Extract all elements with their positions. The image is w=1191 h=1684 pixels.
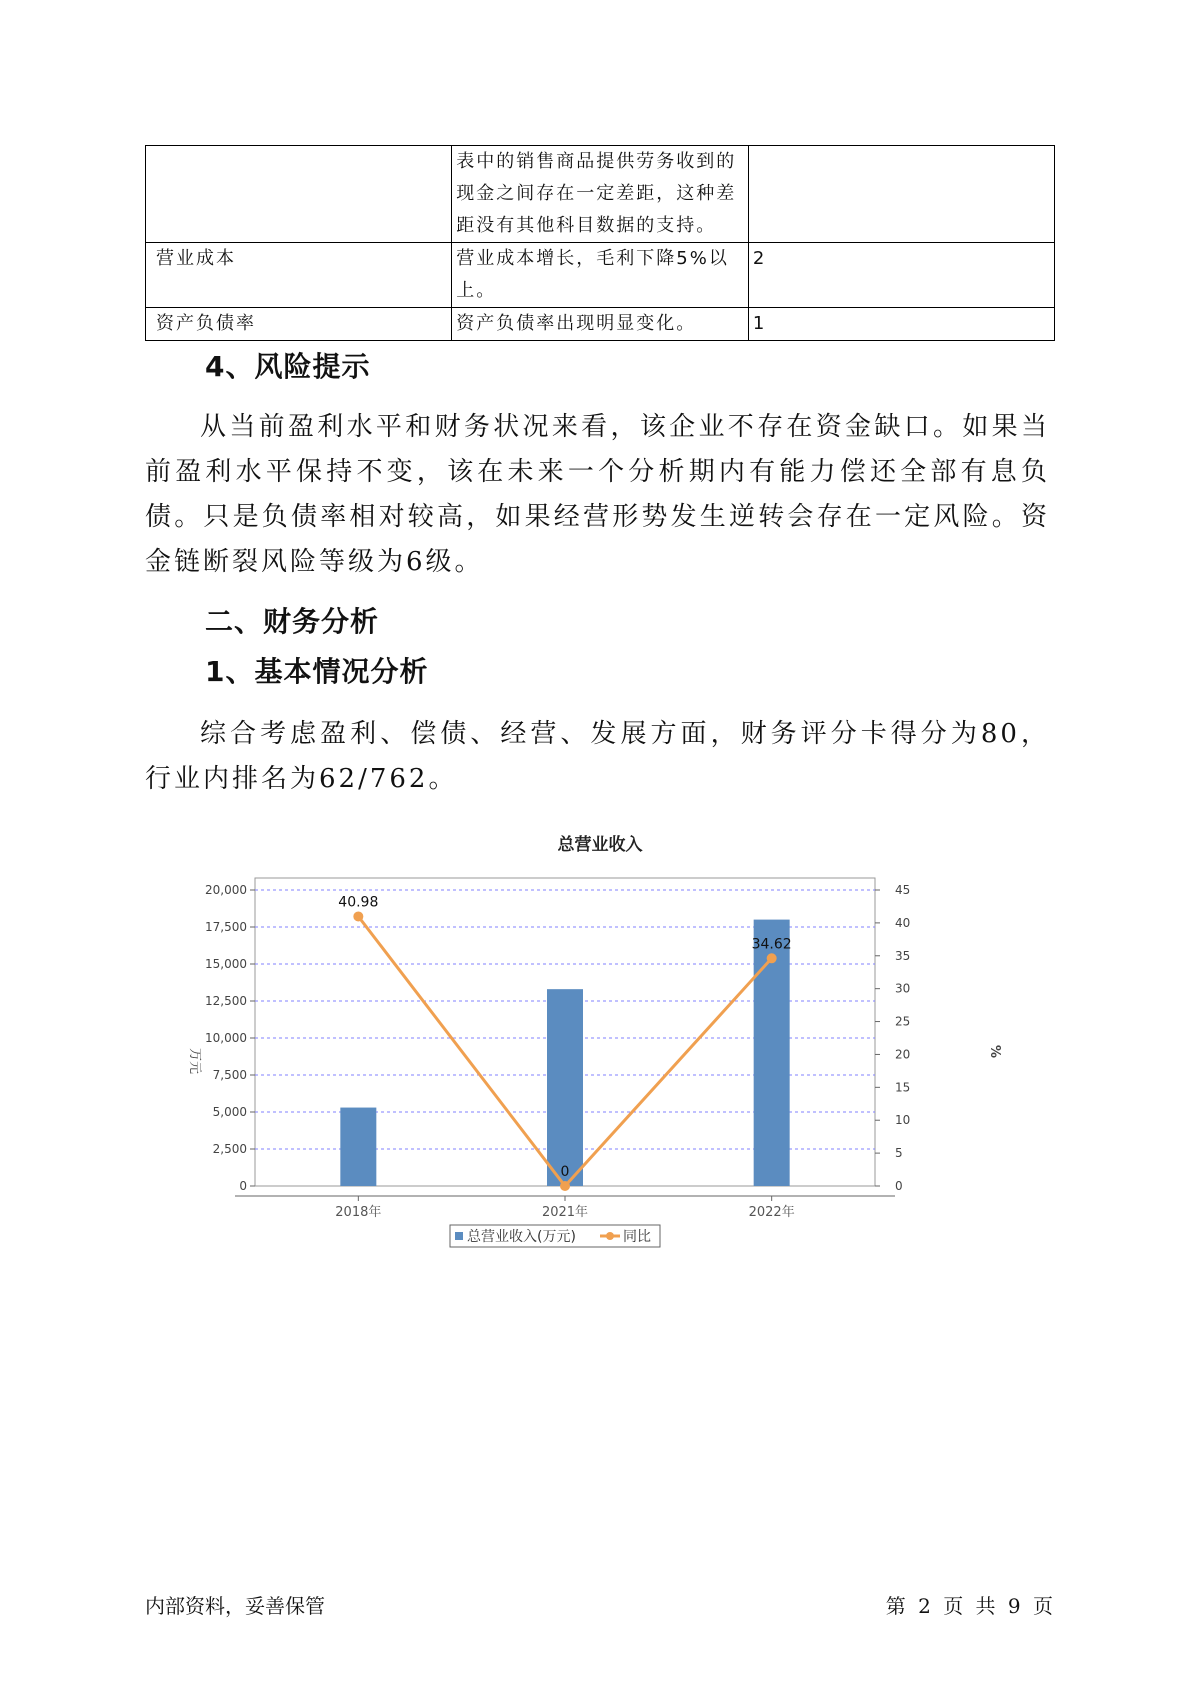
revenue-bar <box>340 1108 376 1186</box>
yoy-data-label: 40.98 <box>338 894 379 911</box>
y-tick-label: 20,000 <box>205 883 247 897</box>
risk-paragraph: 从当前盈利水平和财务状况来看，该企业不存在资金缺口。如果当前盈利水平保持不变，该在未来一个分析期内有能力偿还全部有息负债。只是负债率相对较高，如果经营形势发生逆转会存在一定风险。资金链断裂风险等级为6级。 <box>145 412 1050 577</box>
basic-analysis-paragraph: 综合考虑盈利、偿债、经营、发展方面，财务评分卡得分为80，行业内排名为62/762。 <box>145 719 1050 794</box>
y2-tick-label: 35 <box>895 948 911 963</box>
y2-tick-label: 5 <box>895 1146 903 1161</box>
yoy-point <box>767 953 777 963</box>
table-row <box>146 146 1055 243</box>
legend-line-marker <box>606 1232 614 1240</box>
y-tick-label: 15,000 <box>205 957 247 971</box>
table-cell: 资产负债率 <box>146 308 452 341</box>
y-tick-label: 5,000 <box>212 1105 247 1119</box>
y-tick-label: 2,500 <box>212 1142 247 1156</box>
table-row <box>146 243 1055 308</box>
yoy-data-label: 34.62 <box>751 936 792 953</box>
y2-tick-label: 45 <box>895 883 911 897</box>
y2-tick-label: 10 <box>895 1113 911 1128</box>
table-cell: 2 <box>748 243 1054 308</box>
table-cell: 资产负债率出现明显变化。 <box>452 308 749 341</box>
yoy-point <box>353 911 363 921</box>
y-tick-label: 10,000 <box>205 1031 247 1045</box>
finance-heading: 二、财务分析 <box>205 605 380 638</box>
table-cell: 1 <box>748 308 1054 341</box>
basic-analysis-heading: 1、基本情况分析 <box>205 655 429 688</box>
footer-confidential: 内部资料，妥善保管 <box>145 1594 325 1618</box>
y2-tick-label: 40 <box>895 915 911 930</box>
yoy-point <box>560 1181 570 1191</box>
legend-bar-swatch <box>455 1232 463 1240</box>
y2-tick-label: 20 <box>895 1047 911 1062</box>
table-row <box>146 308 1055 341</box>
y2-tick-label: 30 <box>895 981 911 996</box>
table-cell: 营业成本增长，毛利下降5%以上。 <box>452 243 749 308</box>
y2-tick-label: 15 <box>895 1080 911 1095</box>
revenue-bar <box>547 989 583 1186</box>
x-tick-label: 2022年 <box>748 1205 795 1220</box>
x-tick-label: 2018年 <box>335 1205 382 1220</box>
footer-page-number: 第 2 页 共 9 页 <box>885 1594 1056 1618</box>
legend-line-label: 同比 <box>623 1229 651 1245</box>
table-cell: 表中的销售商品提供劳务收到的现金之间存在一定差距，这种差距没有其他科目数据的支持。 <box>452 146 749 243</box>
chart-title: 总营业收入 <box>557 835 643 855</box>
legend-bar-label: 总营业收入(万元) <box>467 1229 576 1245</box>
risk-heading: 4、风险提示 <box>205 350 371 383</box>
y-tick-label: 17,500 <box>205 920 247 934</box>
y-tick-label: 12,500 <box>205 994 247 1008</box>
y2-tick-label: 25 <box>895 1014 911 1029</box>
table-cell <box>748 146 1054 243</box>
risk-indicator-table <box>145 145 1055 341</box>
revenue-chart <box>175 820 1002 1280</box>
y-tick-label: 7,500 <box>212 1068 247 1082</box>
yoy-data-label: 0 <box>560 1164 570 1180</box>
y2-tick-label: 0 <box>895 1179 903 1193</box>
table-cell: 营业成本 <box>146 243 452 308</box>
y2-axis-label: % <box>987 1045 1002 1059</box>
y-tick-label: 0 <box>239 1179 247 1193</box>
x-tick-label: 2021年 <box>541 1205 589 1220</box>
table-cell <box>146 146 452 243</box>
y-axis-label: 万元 <box>187 1048 202 1075</box>
